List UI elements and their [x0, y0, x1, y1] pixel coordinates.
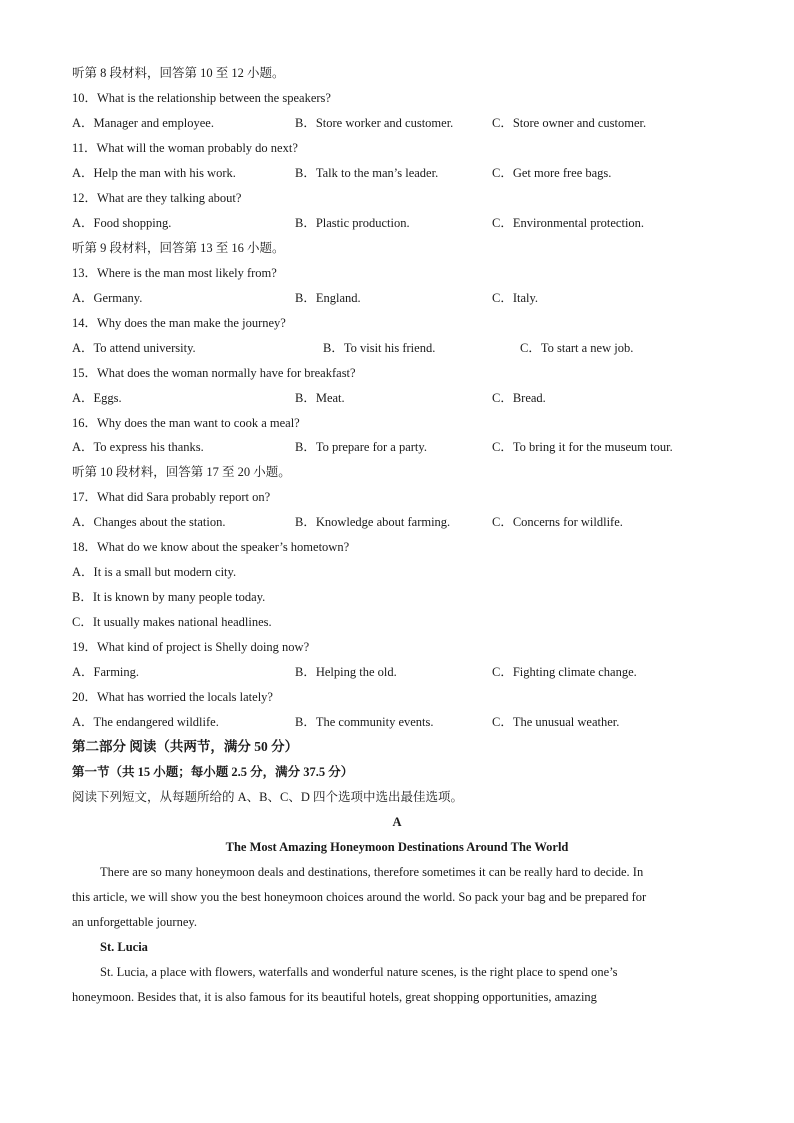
question-16-option-b: B．To prepare for a party. [295, 440, 427, 454]
question-17-option-c: C．Concerns for wildlife. [492, 515, 623, 529]
question-19: 19．What kind of project is Shelly doing now? [72, 640, 310, 654]
question-20-option-b: B．The community events. [295, 715, 434, 729]
question-19-option-c: C．Fighting climate change. [492, 665, 637, 679]
question-13-option-c: C．Italy. [492, 291, 539, 305]
question-15-option-a: A．Eggs. [72, 391, 122, 405]
question-11-option-c: C．Get more free bags. [492, 166, 612, 180]
question-17-option-b: B．Knowledge about farming. [295, 515, 451, 529]
section-8-intro: 听第 8 段材料，回答第 10 至 12 小题。 [72, 66, 285, 80]
question-20-option-c: C．The unusual weather. [492, 715, 620, 729]
question-14-option-c: C．To start a new job. [520, 341, 634, 355]
question-12-option-b: B．Plastic production. [295, 216, 410, 230]
question-18-option-b: B．It is known by many people today. [72, 590, 266, 604]
question-10-option-c: C．Store owner and customer. [492, 116, 647, 130]
question-14-option-b: B．To visit his friend. [323, 341, 436, 355]
question-18-option-a: A．It is a small but modern city. [72, 565, 237, 579]
passage-paragraph-2-line-1: St. Lucia, a place with flowers, waterfalls and wonderful nature scenes, is the right place to spend one’s [100, 965, 618, 979]
question-12-option-c: C．Environmental protection. [492, 216, 645, 230]
question-18-option-c: C．It usually makes national headlines. [72, 615, 272, 629]
question-13-option-b: B．England. [295, 291, 361, 305]
question-10-option-b: B．Store worker and customer. [295, 116, 454, 130]
passage-label: A [392, 815, 402, 829]
question-16: 16．Why does the man want to cook a meal? [72, 416, 300, 430]
question-20: 20．What has worried the locals lately? [72, 690, 273, 704]
section-10-intro: 听第 10 段材料，回答第 17 至 20 小题。 [72, 465, 291, 479]
question-13: 13．Where is the man most likely from? [72, 266, 277, 280]
reading-section-title: 第一节（共 15 小题；每小题 2.5 分，满分 37.5 分） [72, 765, 354, 779]
question-14-option-a: A．To attend university. [72, 341, 196, 355]
question-16-option-c: C．To bring it for the museum tour. [492, 440, 673, 454]
passage-subheading: St. Lucia [100, 940, 148, 954]
question-13-option-a: A．Germany. [72, 291, 143, 305]
passage-paragraph-2-line-2: honeymoon. Besides that, it is also famous for its beautiful hotels, great shopping opportunities, amazing [72, 990, 597, 1004]
question-12-option-a: A．Food shopping. [72, 216, 172, 230]
question-15-option-b: B．Meat. [295, 391, 345, 405]
question-19-option-b: B．Helping the old. [295, 665, 397, 679]
passage-paragraph-1-line-1: There are so many honeymoon deals and destinations, therefore sometimes it can be really hard to decide. In [100, 865, 644, 879]
question-14: 14．Why does the man make the journey? [72, 316, 286, 330]
question-16-option-a: A．To express his thanks. [72, 440, 204, 454]
reading-instructions: 阅读下列短文，从每题所给的 A、B、C、D 四个选项中选出最佳选项。 [72, 790, 463, 804]
passage-paragraph-1-line-3: an unforgettable journey. [72, 915, 197, 929]
section-9-intro: 听第 9 段材料，回答第 13 至 16 小题。 [72, 241, 285, 255]
question-11-option-b: B．Talk to the man’s leader. [295, 166, 439, 180]
passage-title: The Most Amazing Honeymoon Destinations Around The World [225, 840, 569, 854]
question-10-option-a: A．Manager and employee. [72, 116, 214, 130]
passage-paragraph-1-line-2: this article, we will show you the best honeymoon choices around the world. So pack your bag and be prepared for [72, 890, 647, 904]
question-17: 17．What did Sara probably report on? [72, 490, 271, 504]
question-18: 18．What do we know about the speaker’s hometown? [72, 540, 350, 554]
question-17-option-a: A．Changes about the station. [72, 515, 226, 529]
question-15: 15．What does the woman normally have for breakfast? [72, 366, 356, 380]
question-15-option-c: C．Bread. [492, 391, 546, 405]
question-10: 10．What is the relationship between the speakers? [72, 91, 331, 105]
question-20-option-a: A．The endangered wildlife. [72, 715, 219, 729]
question-12: 12．What are they talking about? [72, 191, 242, 205]
reading-part-title: 第二部分 阅读（共两节，满分 50 分） [72, 739, 299, 754]
question-11: 11．What will the woman probably do next? [72, 141, 298, 155]
question-11-option-a: A．Help the man with his work. [72, 166, 236, 180]
question-19-option-a: A．Farming. [72, 665, 140, 679]
